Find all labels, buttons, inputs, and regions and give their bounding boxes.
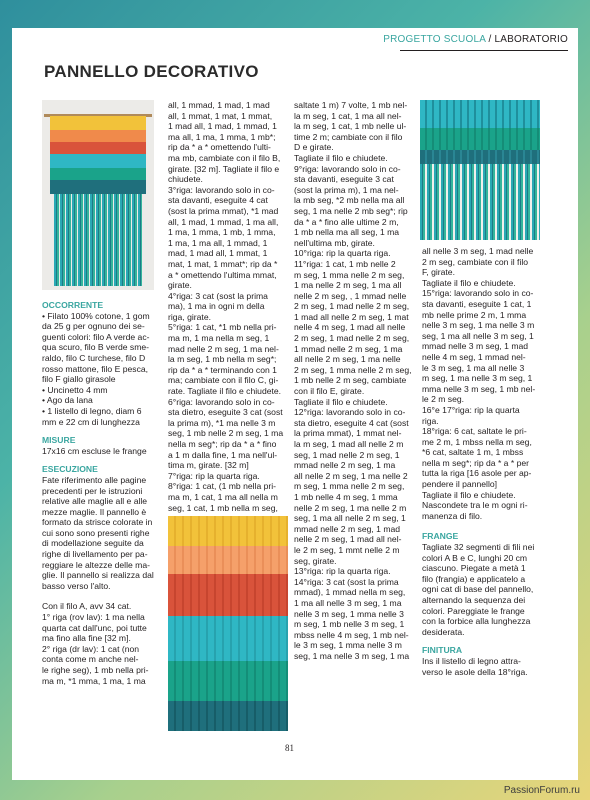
text-line: relative alle maglie all e alle <box>42 496 148 507</box>
text-line: nelle 2 m seg, , 1 mmad nelle <box>294 290 407 301</box>
text-line: girate. [32 m]. Tagliate il filo e <box>168 163 280 174</box>
text-line: basso verso l'alto. <box>42 580 111 591</box>
text-line: ogni cat di base del pannello, <box>422 584 534 595</box>
text-line: seg, girate. <box>294 555 337 566</box>
text-line <box>42 591 158 601</box>
text-line: le 2 m seg. <box>422 394 465 405</box>
text-line: ma; cambiate con il filo C, gi- <box>168 375 279 386</box>
header-section: PROGETTO SCUOLA <box>383 34 486 45</box>
text-line: la prima m), *1 ma nelle 3 m <box>168 417 276 428</box>
header-separator: / <box>485 34 495 45</box>
text-line: 2 m seg, 1 mma nelle 2 m seg, <box>294 364 412 375</box>
text-line: colori A B e C, lunghi 20 cm <box>422 552 528 563</box>
text-line: 10°riga: rip la quarta riga. <box>294 248 391 259</box>
text-line: chiudete. <box>168 174 203 185</box>
header-subsection: LABORATORIO <box>494 34 568 45</box>
running-header <box>383 34 568 45</box>
text-line: 11°riga: 1 cat, 1 mb nelle 2 <box>294 258 396 269</box>
text-line: ma), 1 ma in ogni m della <box>168 301 265 312</box>
text-line: sta davanti, eseguite 3 cat <box>294 174 394 185</box>
text-line: sta davanti, eseguite 4 cat <box>168 195 268 206</box>
text-line: nelle 4 m seg, 1 mmad nel- <box>422 351 526 362</box>
text-line: 1 ma all nelle 3 m seg, 1 ma <box>294 597 402 608</box>
text-line: manenza di filo. <box>422 510 483 521</box>
text-line: nelle 2 m seg, 1 mad all nel- <box>294 534 402 545</box>
text-line: nelle 3 m seg, 1 mma nelle 3 <box>294 608 404 619</box>
text-line: riga. <box>422 415 439 426</box>
text-line: 14°riga: 3 cat (sost la prima <box>294 576 399 587</box>
text-line: mat, 1 mat, 1 mmat*; rip da * <box>168 258 278 269</box>
text-line: rate. Tagliate il filo e chiudete. <box>168 386 282 397</box>
text-line: 4°riga: 3 cat (sost la prima <box>168 290 268 301</box>
text-line: 5°riga: 1 cat, *1 mb nella pri- <box>168 322 277 333</box>
text-line: 17x16 cm escluse le frange <box>42 445 147 456</box>
header-rule <box>400 50 568 51</box>
text-line: verso le asole della 18°riga. <box>422 666 528 677</box>
materials-list <box>42 311 158 428</box>
text-line: ma all, 1 ma, 1 mma, 1 mb*; <box>168 131 276 142</box>
text-line: la m seg, 1 cat, 1 ma all nel- <box>294 110 402 121</box>
text-line: la m seg, 1 mb nella m seg*; <box>168 354 277 365</box>
text-line: girate. <box>168 280 192 291</box>
text-line: desiderata. <box>422 626 465 637</box>
text-line: colori. Pareggiate le frange <box>422 605 525 616</box>
text-line: nelle 2 m seg, 1 ma nelle 2 m <box>294 502 407 513</box>
text-line: tutta la riga [16 asole per ap- <box>422 468 532 479</box>
text-line: Con il filo A, avv 34 cat. <box>42 601 132 612</box>
text-line: 1 mb nella ma all seg, 1 ma <box>294 227 400 238</box>
text-line: reggiare le altezze delle ma- <box>42 559 150 570</box>
text-line: 9°riga: lavorando solo in co- <box>294 163 401 174</box>
text-line: nelle 4 m seg, 1 mad all nelle <box>294 322 406 333</box>
text-line: D e girate. <box>294 142 334 153</box>
text-line: la m seg, 1 mad all nelle 2 m <box>294 439 404 449</box>
text-line: alternando la sequenza dei <box>422 595 526 605</box>
text-line: ciascuno. Piegate a metà 1 <box>422 563 526 574</box>
text-line: mezze maglie. Il pannello è <box>42 506 147 517</box>
text-line: m seg, 1 mma nelle 2 m seg, <box>294 481 405 492</box>
text-line: Tagliate il filo e chiudete. <box>294 396 388 407</box>
text-line: 1 mb nelle 4 m seg, 1 mma <box>294 491 398 502</box>
text-line: 13°riga: rip la quarta riga. <box>294 566 391 577</box>
text-line: • Filato 100% cotone, 1 gom <box>42 310 150 321</box>
text-line: glie. Il pannello si realizza dal <box>42 570 154 581</box>
text-line: filo F giallo girasole <box>42 374 116 385</box>
text-line: le 3 m seg, 1 mma nelle 3 m <box>294 640 402 651</box>
text-line: me 2 m, 1 mbss nella m seg, <box>422 436 532 447</box>
text-line: 1 ma nelle 2 m seg, 1 ma all <box>294 280 402 291</box>
text-line: mbss nelle 4 m seg, 1 mb nel- <box>294 629 409 640</box>
woven-panel <box>50 116 146 194</box>
text-line: sta dietro, eseguite 3 cat (sost <box>168 407 283 418</box>
text-line: ma fino alla fine [32 m]. <box>42 633 131 644</box>
text-line: la m seg, 1 cat, 1 mb nelle ul- <box>294 121 407 132</box>
text-line: seg, 1 cat, 1 mb nella m seg, <box>168 502 278 513</box>
text-line: seg, 1 ma all nelle 2 m seg, 1 <box>294 513 406 524</box>
text-line: tima m, girate. [32 m] <box>168 460 249 471</box>
text-line: 1 ma, 1 mma, 1 mb, 1 mma, <box>168 227 276 238</box>
page-number: 81 <box>285 743 294 753</box>
text-line: • Uncinetto 4 mm <box>42 384 108 395</box>
text-line: m seg, 1 ma nelle 3 m seg, 1 <box>422 373 533 384</box>
text-line: sta davanti, eseguite 1 cat, 1 <box>422 298 532 309</box>
text-line: sta dietro, eseguite 4 cat (sost <box>294 417 409 428</box>
column-1 <box>42 296 158 686</box>
text-line: da 25 g per ognuno dei se- <box>42 321 145 332</box>
text-line: seg, 1 ma nelle 3 m seg, 1 ma <box>294 650 410 661</box>
page-title: PANNELLO DECORATIVO <box>44 62 259 81</box>
text-line: cui sono sono presenti righe <box>42 527 150 538</box>
text-line: *6 cat, saltate 1 m, 1 mbss <box>422 447 524 458</box>
text-line: saltate 1 m) 7 volte, 1 mb nel- <box>294 100 408 110</box>
text-line: 1 mad all, 1 mad, 1 mmad, 1 <box>168 121 277 132</box>
text-line: mm e 22 cm di lunghezza <box>42 416 140 427</box>
text-line: a 1 m dalla fine, 1 ma nell'ul- <box>168 449 278 460</box>
column-4 <box>422 246 540 677</box>
text-line: 7°riga: rip la quarta riga. <box>168 470 260 481</box>
text-line: Fate riferimento alle pagine <box>42 474 147 485</box>
text-line: • 1 listello di legno, diam 6 <box>42 405 142 416</box>
text-line: 8°riga: 1 cat, (1 mb nella pri- <box>168 481 277 492</box>
section-heading-misure: MISURE <box>42 435 76 446</box>
text-line: nelle 3 m seg, 1 ma nelle 3 m <box>422 320 535 331</box>
column-3 <box>294 100 414 661</box>
text-line: 2 m seg, 1 mad nelle 2 m seg, <box>294 333 410 344</box>
instructions-text <box>42 475 158 686</box>
text-line: 1 mad all nelle 2 m seg, 1 mat <box>294 311 409 322</box>
text-line: all nelle 2 m seg, 1 ma nelle <box>294 354 401 365</box>
text-line: all, 1 mmat, 1 mat, 1 mmat, <box>168 110 273 121</box>
text-line: conta come m anche nel- <box>42 654 139 665</box>
text-line: all nelle 3 m seg, 1 mad nelle <box>422 246 534 256</box>
fringe-closeup-photo <box>420 100 540 240</box>
text-line: la mb seg, *2 mb nella ma all <box>294 195 405 206</box>
text-line: 1 mmad nelle 2 m seg, 1 ma <box>294 343 403 354</box>
text-line: 15°riga: lavorando solo in co- <box>422 288 534 299</box>
text-line: righe di livellamento per pa- <box>42 549 148 560</box>
fringe-strands <box>54 194 142 286</box>
text-line: la prima mmat), 1 mmat nel- <box>294 428 402 439</box>
text-line: 18°riga: 6 cat, saltate le pri- <box>422 426 527 437</box>
text-line: quarta cat dall'unc, poi tutte <box>42 622 147 633</box>
text-line: ma mb, cambiate con il filo B, <box>168 152 281 163</box>
text-line: seg, 1 ma nelle 2 mb seg*; rip <box>294 205 408 216</box>
text-line: rosso mattone, filo E pesca, <box>42 363 149 374</box>
text-line: nella m seg*; rip da * a * fino <box>168 439 277 449</box>
crochet-stripes-photo <box>168 516 288 731</box>
text-line: qua scuro, filo B verde sme- <box>42 342 149 353</box>
panel-photo <box>42 100 154 290</box>
text-line: seg, 1 mad nelle 2 m seg, 1 <box>294 449 400 460</box>
text-line: ma m, 1 ma nella m seg, 1 <box>168 333 270 344</box>
text-line: 16°e 17°riga: rip la quarta <box>422 404 520 415</box>
text-line: F, girate. <box>422 267 455 278</box>
text-line: nell'ultima mb, girate. <box>294 237 375 248</box>
text-line: di modellazione seguite da <box>42 538 144 549</box>
text-line: filo (frangia) e applicatelo a <box>422 573 526 584</box>
text-line: 1 mb nelle 2 m seg, cambiate <box>294 375 407 386</box>
text-line: seg, 1 ma all nelle 3 m seg, 1 <box>422 330 534 341</box>
text-line: con la forbice alla lunghezza <box>422 616 531 627</box>
text-line: pendere il pannello] <box>422 479 498 490</box>
text-line: Tagliate 32 segmenti di fili nei <box>422 542 535 553</box>
text-line: 1° riga (rov lav): 1 ma nella <box>42 612 145 623</box>
text-line: Tagliate il filo e chiudete. <box>422 277 516 288</box>
text-line: Ins il listello di legno attra- <box>422 655 521 666</box>
text-line: formato da strisce colorate in <box>42 517 153 528</box>
text-line: precedenti per le istruzioni <box>42 485 143 496</box>
text-line: riga, girate. <box>168 311 211 322</box>
text-line: mmad nelle 2 m seg, 1 mad <box>294 523 401 534</box>
section-heading-finitura: FINITURA <box>422 645 463 656</box>
text-line: Tagliate il filo e chiudete. <box>422 489 516 500</box>
text-line: ma m, *1 mma, 1 ma, 1 ma <box>42 675 146 686</box>
section-heading-esecuzione: ESECUZIONE <box>42 464 98 475</box>
text-line: all, 1 mad, 1 mmad, 1 ma all, <box>168 216 279 227</box>
text-line: seg, 1 mb nelle 2 m seg, 1 ma <box>168 428 284 439</box>
text-line: 1 ma, 1 ma all, 1 mmad, 1 <box>168 237 268 248</box>
text-line: con il filo E, girate. <box>294 386 365 397</box>
text-line: (sost la prima m), 1 ma nel- <box>294 184 399 195</box>
text-line: raldo, filo C turchese, filo D <box>42 352 146 363</box>
text-line: mad, 1 mad all, 1 mmat, 1 <box>168 248 268 259</box>
text-line: rip da * a * terminando con 1 <box>168 364 277 375</box>
text-line: 3°riga: lavorando solo in co- <box>168 184 275 195</box>
text-line: ma m, 1 cat, 1 ma all nella m <box>168 491 278 502</box>
text-line: mmad nelle 3 m seg, 1 mad <box>422 341 529 352</box>
text-line: m seg, 1 mma nelle 2 m seg, <box>294 269 405 280</box>
section-heading-occorrente: OCCORRENTE <box>42 300 104 310</box>
text-line: guenti colori: filo A verde ac- <box>42 331 150 342</box>
column-2 <box>168 100 288 513</box>
text-line: time 2 m; cambiate con il filo <box>294 131 403 142</box>
text-line: a * omettendo l'ultima mmat, <box>168 269 277 280</box>
text-line: Nascondete tra le m ogni ri- <box>422 500 528 511</box>
text-line: le 2 m seg, 1 mmt nelle 2 m <box>294 544 400 555</box>
text-line: 6°riga: lavorando solo in co- <box>168 396 275 407</box>
text-line: mb nelle prime 2 m, 1 mma <box>422 309 527 320</box>
text-line: le 3 m seg, 1 ma all nelle 3 <box>422 362 525 373</box>
text-line: 12°riga: lavorando solo in co- <box>294 407 406 418</box>
text-line: rip da * a * omettendo l'ulti- <box>168 142 271 153</box>
text-line: mma nelle 3 m seg, 1 mb nel- <box>422 383 536 394</box>
text-line: mmad nelle 2 m seg, 1 ma <box>294 460 396 471</box>
text-line: • Ago da lana <box>42 395 93 406</box>
text-line: 2° riga (dr lav): 1 cat (non <box>42 643 140 654</box>
watermark: PassionForum.ru <box>503 785 580 796</box>
text-line: (sost la prima mmat), *1 mad <box>168 205 279 216</box>
text-line: 2 m seg, 1 mad nelle 2 m seg, <box>294 301 410 312</box>
text-line: all, 1 mmad, 1 mad, 1 mad <box>168 100 270 110</box>
section-heading-frange: FRANGE <box>422 531 459 542</box>
text-line: 2 m seg, cambiate con il filo <box>422 256 529 267</box>
text-line: mad nelle 2 m seg, 1 ma nel- <box>168 343 279 354</box>
text-line: nella m seg*; rip da * a * per <box>422 457 530 468</box>
text-line: le righe seg), 1 mb nella pri- <box>42 665 149 675</box>
text-line: all nelle 2 m seg, 1 ma nelle 2 <box>294 470 408 481</box>
text-line: m seg, 1 mb nelle 3 m seg, 1 <box>294 619 405 630</box>
text-line: da * a * fino alle ultime 2 m, <box>294 216 399 227</box>
text-line: Tagliate il filo e chiudete. <box>294 152 388 163</box>
text-line: mmad), 1 mmad nella m seg, <box>294 587 406 598</box>
